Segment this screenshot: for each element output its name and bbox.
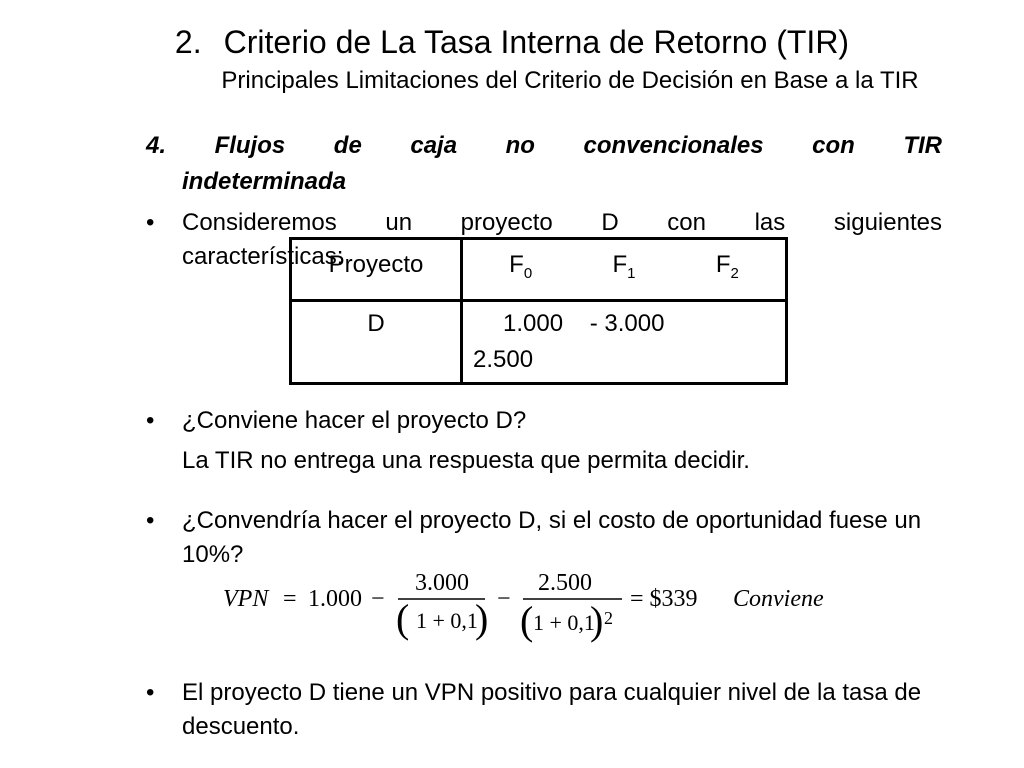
point-4-line-1 xyxy=(146,128,942,164)
point-4-word: con xyxy=(812,132,855,159)
row-project-d: D xyxy=(291,300,462,383)
point-4-word: Flujos xyxy=(214,132,286,159)
bullet-consider-word: D xyxy=(601,209,619,236)
point-4-heading xyxy=(146,128,942,200)
title-text: Criterio de La Tasa Interna de Retorno (TIR) xyxy=(223,24,850,60)
bullet-consider-line-2: características: xyxy=(182,243,344,270)
bullet-positive-npv-text: El proyecto D tiene un VPN positivo para cualquier nivel de la tasa de descuento. xyxy=(182,679,922,740)
bullet-conviene xyxy=(146,404,942,478)
bullet-consider-word: un xyxy=(385,209,413,236)
point-4-line-2: indeterminada xyxy=(182,168,347,195)
header-flows xyxy=(462,239,787,301)
npv-formula xyxy=(190,562,890,652)
slide-title xyxy=(0,22,1024,62)
bullet-dot: • xyxy=(146,679,155,706)
bullet-dot: • xyxy=(146,407,155,434)
bullet-conviene-question: ¿Conviene hacer el proyecto D? xyxy=(182,407,527,434)
header-flow-0: $F_0$ xyxy=(509,251,533,282)
bullet-consider-word: las xyxy=(754,209,786,236)
formula-result: = $339 xyxy=(630,586,698,612)
title-number: 2. xyxy=(174,24,202,60)
formula-exponent: 2 xyxy=(604,608,613,628)
bullet-convendria-text: ¿Convendría hacer el proyecto D, si el costo de oportunidad fuese un 10%? xyxy=(182,507,922,568)
bullet-consider-word: con xyxy=(667,209,706,236)
formula-paren-close-2: ) xyxy=(590,598,604,643)
bullet-consider-word: proyecto xyxy=(460,209,553,236)
formula-minus-2: − xyxy=(497,586,511,612)
header-project: Proyecto xyxy=(291,239,462,301)
formula-numerator-2: 2.500 xyxy=(538,570,592,596)
formula-initial: 1.000 xyxy=(308,586,362,612)
point-4-number: 4. xyxy=(146,132,167,159)
header-flow-2: $F_2$ xyxy=(715,251,739,282)
formula-vpn: VPN xyxy=(223,586,269,612)
bullet-positive-npv xyxy=(146,676,942,744)
header-flow-1: $F_1$ xyxy=(612,251,636,282)
formula-paren-open-2: ( xyxy=(520,598,534,643)
bullet-consider-line-1 xyxy=(182,206,942,240)
row-values-line-2: 2.500 xyxy=(473,345,534,373)
table-row xyxy=(291,300,787,383)
table-header-row xyxy=(291,239,787,301)
slide-subtitle: Principales Limitaciones del Criterio de Decisión en Base a la TIR xyxy=(221,67,919,94)
formula-equals: = xyxy=(283,586,297,612)
formula-denominator-1: 1 + 0,1 xyxy=(416,608,478,633)
point-4-word: de xyxy=(333,132,362,159)
npv-formula-svg xyxy=(190,562,890,652)
point-4-word: no xyxy=(505,132,535,159)
formula-verdict: Conviene xyxy=(733,586,824,612)
row-flow-values xyxy=(462,300,787,383)
formula-numerator-1: 3.000 xyxy=(415,570,469,596)
formula-paren-open-1: ( xyxy=(396,596,410,641)
formula-denominator-2: 1 + 0,1 xyxy=(533,610,595,635)
formula-paren-close-1: ) xyxy=(475,596,489,641)
bullet-dot: • xyxy=(146,209,155,236)
bullet-consider-word: Consideremos xyxy=(182,209,337,236)
bullet-consider-word: siguientes xyxy=(833,209,942,236)
row-values-line-1: 1.000 - 3.000 xyxy=(503,309,665,337)
cash-flow-table xyxy=(289,237,788,385)
point-4-word: convencionales xyxy=(583,132,764,159)
bullet-conviene-answer: La TIR no entrega una respuesta que permita decidir. xyxy=(182,447,750,474)
bullet-dot: • xyxy=(146,507,155,534)
formula-minus-1: − xyxy=(371,586,385,612)
point-4-word: TIR xyxy=(903,132,942,159)
point-4-word: caja xyxy=(410,132,458,159)
